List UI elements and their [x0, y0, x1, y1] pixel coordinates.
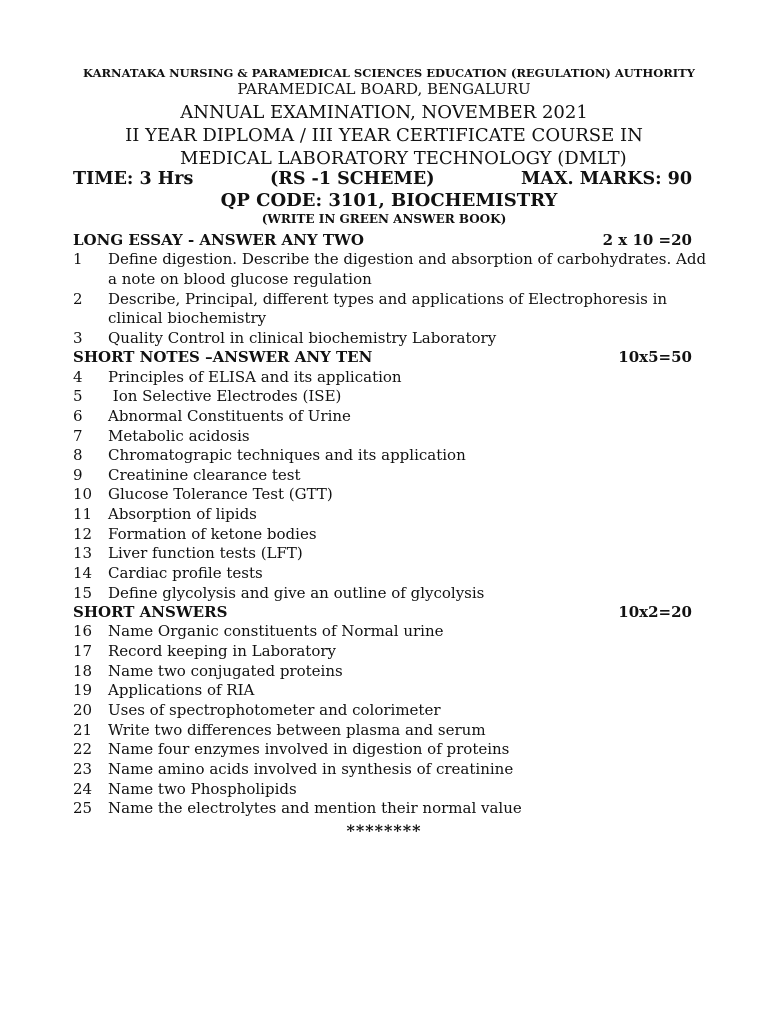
section-marks-short-notes: 10x5=50 [618, 348, 692, 366]
question-number: 20 [73, 701, 93, 719]
question-text: Liver function tests (LFT) [108, 544, 303, 562]
question-number: 5 [73, 387, 83, 405]
section-marks-long-essay: 2 x 10 =20 [602, 231, 692, 249]
section-title-short-notes: SHORT NOTES –ANSWER ANY TEN [73, 348, 373, 366]
scheme-label: (RS -1 SCHEME) [270, 169, 435, 189]
question-number: 10 [73, 485, 93, 503]
course-line-2: MEDICAL LABORATORY TECHNOLOGY (DMLT) [180, 148, 627, 169]
question-number: 23 [73, 760, 93, 778]
question-number: 14 [73, 564, 93, 582]
section-title-long-essay: LONG ESSAY - ANSWER ANY TWO [73, 231, 364, 249]
question-text: Name two Phospholipids [108, 780, 297, 798]
qp-code: QP CODE: 3101, BIOCHEMISTRY [220, 190, 558, 211]
question-text-continued: clinical biochemistry [108, 309, 267, 327]
question-number: 8 [73, 446, 83, 464]
question-number: 3 [73, 329, 83, 347]
question-number: 13 [73, 544, 93, 562]
question-text: Cardiac profile tests [108, 564, 263, 582]
exam-title: ANNUAL EXAMINATION, NOVEMBER 2021 [180, 102, 588, 123]
question-number: 4 [73, 368, 83, 386]
question-number: 18 [73, 662, 93, 680]
question-text: Define glycolysis and give an outline of glycolysis [108, 584, 485, 602]
question-text: Principles of ELISA and its application [108, 368, 402, 386]
question-number: 2 [73, 290, 83, 308]
question-text: Name four enzymes involved in digestion of proteins [108, 740, 510, 758]
question-text: Name Organic constituents of Normal urine [108, 622, 444, 640]
question-text: Name two conjugated proteins [108, 662, 343, 680]
question-text: Record keeping in Laboratory [108, 642, 336, 660]
question-text: Formation of ketone bodies [108, 525, 317, 543]
question-text: Metabolic acidosis [108, 427, 250, 445]
question-number: 7 [73, 427, 83, 445]
exam-time: TIME: 3 Hrs [73, 169, 194, 189]
course-line-1: II YEAR DIPLOMA / III YEAR CERTIFICATE COURSE IN [125, 125, 643, 146]
question-number: 16 [73, 622, 93, 640]
section-marks-short-answers: 10x2=20 [618, 603, 692, 621]
question-text: Chromatograpic techniques and its application [108, 446, 466, 464]
question-text: Quality Control in clinical biochemistry Laboratory [108, 329, 497, 347]
question-text: Ion Selective Electrodes (ISE) [108, 387, 342, 405]
authority-title: KARNATAKA NURSING & PARAMEDICAL SCIENCES EDUCATION (REGULATION) AUTHORITY [83, 66, 695, 80]
question-text: Absorption of lipids [108, 505, 257, 523]
question-number: 21 [73, 721, 93, 739]
question-text: Write two differences between plasma and serum [108, 721, 486, 739]
question-number: 25 [73, 799, 93, 817]
question-text: Uses of spectrophotometer and colorimeter [108, 701, 441, 719]
end-marker: ******** [346, 821, 422, 840]
question-number: 9 [73, 466, 83, 484]
question-text: Applications of RIA [108, 681, 255, 699]
question-text: Define digestion. Describe the digestion and absorption of carbohydrates. Add [108, 250, 707, 268]
question-text: Abnormal Constituents of Urine [108, 407, 351, 425]
question-text: Glucose Tolerance Test (GTT) [108, 485, 333, 503]
question-number: 11 [73, 505, 93, 523]
question-number: 6 [73, 407, 83, 425]
question-number: 17 [73, 642, 93, 660]
question-number: 22 [73, 740, 93, 758]
question-number: 12 [73, 525, 93, 543]
max-marks: MAX. MARKS: 90 [521, 169, 692, 189]
question-text: Name amino acids involved in synthesis of creatinine [108, 760, 514, 778]
answer-book-note: (WRITE IN GREEN ANSWER BOOK) [261, 212, 507, 226]
question-number: 15 [73, 584, 93, 602]
question-text-continued: a note on blood glucose regulation [108, 270, 372, 288]
question-number: 24 [73, 780, 93, 798]
board-name: PARAMEDICAL BOARD, BENGALURU [237, 80, 531, 98]
question-text: Name the electrolytes and mention their normal value [108, 799, 522, 817]
question-text: Describe, Principal, different types and applications of Electrophoresis in [108, 290, 668, 308]
question-number: 1 [73, 250, 83, 268]
question-number: 19 [73, 681, 93, 699]
question-text: Creatinine clearance test [108, 466, 301, 484]
section-title-short-answers: SHORT ANSWERS [73, 603, 228, 621]
